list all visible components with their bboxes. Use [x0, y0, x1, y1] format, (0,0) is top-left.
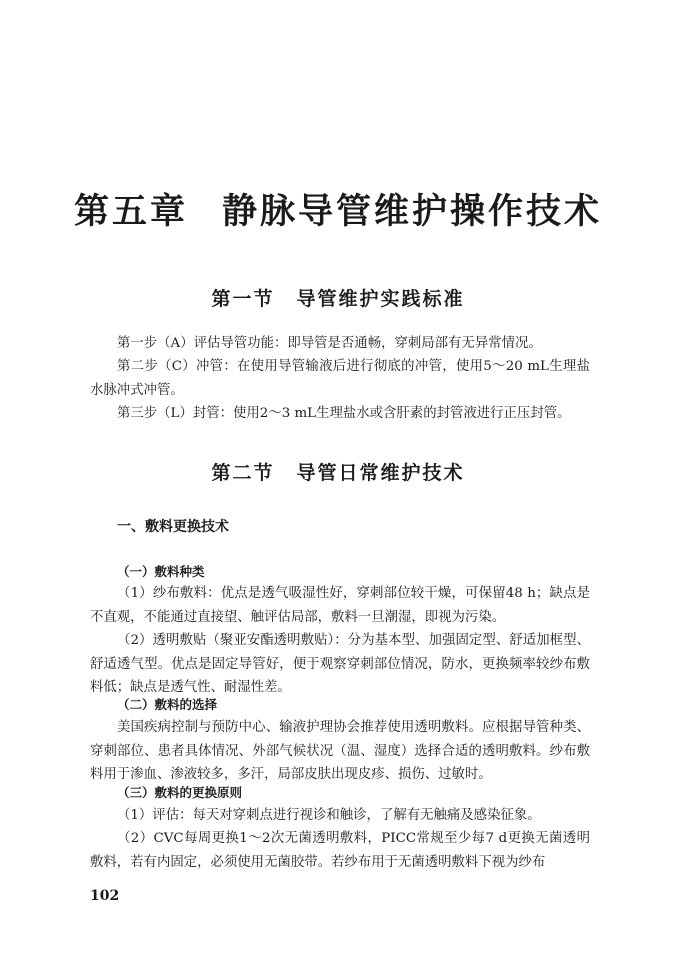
step-3-paragraph: 第三步（L）封管：使用2～3 mL生理盐水或含肝素的封管液进行正压封管。 [117, 406, 571, 421]
section-1-title [0, 286, 676, 312]
dressing-type-transparent-paragraph: （2）透明敷贴（聚亚安酯透明敷贴）：分为基本型、加强固定型、舒适加框型、舒适透气型。优点是固定导管好，便于观察穿刺部位情况，防水，更换频率较纱布敷料低；缺点是透气性、耐湿性差。 [90, 633, 590, 695]
sub-2-heading: （二）敷料的选择 [117, 697, 218, 712]
section-2-label: 第二节 [211, 462, 275, 484]
section-1-label: 第一节 [211, 288, 275, 310]
replacement-frequency-paragraph: （2）CVC每周更换1～2次无菌透明敷料，PICC常规至少每7 d更换无菌透明敷料，若有内固定，必须使用无菌胶带。若纱布用于无菌透明敷料下视为纱布 [90, 831, 590, 870]
replacement-assessment-paragraph: （1）评估：每天对穿刺点进行视诊和触诊，了解有无触痛及感染征象。 [117, 808, 541, 823]
sub-1-heading: （一）敷料种类 [117, 564, 205, 579]
part-1-heading: 一、敷料更换技术 [117, 519, 229, 535]
section-2-name: 导管日常维护技术 [296, 462, 465, 484]
chapter-label: 第五章 [73, 191, 188, 232]
dressing-type-gauze-paragraph: （1）纱布敷料：优点是透气吸湿性好，穿刺部位较干燥，可保留48 h；缺点是不直观，不能通过直接望、触评估局部，敷料一旦潮湿，即视为污染。 [90, 586, 590, 625]
page-number: 102 [90, 888, 120, 904]
section-1-name: 导管维护实践标准 [296, 288, 465, 310]
step-2-paragraph: 第二步（C）冲管：在使用导管输液后进行彻底的冲管，使用5～20 mL生理盐水脉冲式冲管。 [90, 359, 590, 398]
chapter-name: 静脉导管维护操作技术 [222, 191, 603, 232]
dressing-selection-paragraph: 美国疾病控制与预防中心、输液护理协会推荐使用透明敷料。应根据导管种类、穿刺部位、患者具体情况、外部气候状况（温、湿度）选择合适的透明敷料。纱布敷料用于渗血、渗液较多，多汗，局部皮肤出现皮疹、损伤、过敏时。 [90, 720, 590, 782]
chapter-title [0, 188, 676, 236]
step-1-paragraph: 第一步（A）评估导管功能：即导管是否通畅，穿刺局部有无异常情况。 [117, 336, 542, 351]
section-2-title [0, 460, 676, 486]
sub-3-heading: （三）敷料的更换原则 [117, 785, 243, 800]
